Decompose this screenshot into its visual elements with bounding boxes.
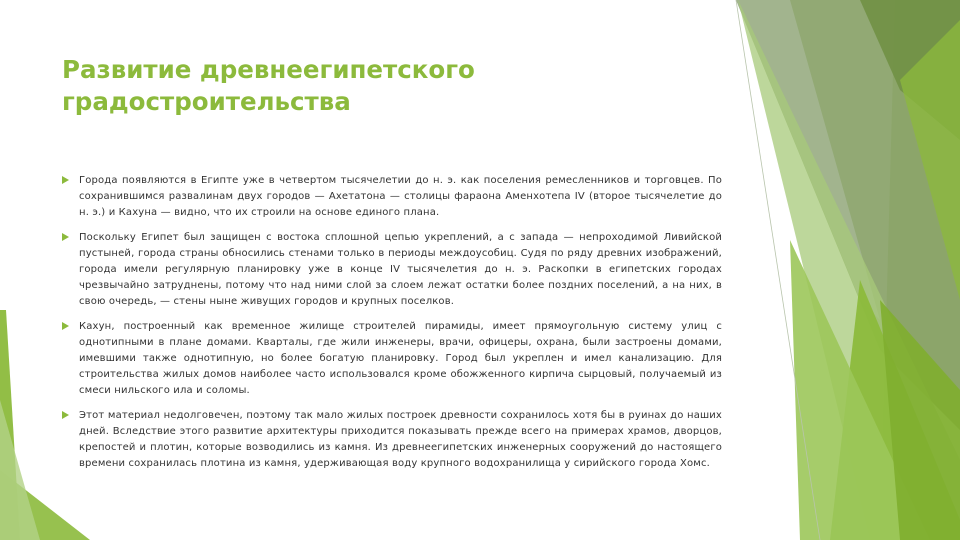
bullet-arrow-icon <box>62 411 69 419</box>
bullet-arrow-icon <box>62 176 69 184</box>
paragraph-text: Кахун, построенный как временное жилище строителей пирамиды, имеет прямоугольную систему улиц с однотипными в плане домами. Кварталы, где жили инженеры, врачи, офицеры, охрана, были застроены домами, имевшими также однотипную, но более богатую планировку. Город был укреплен и имел канализацию. Для строительства жилых домов наиболее часто использовался кроме обожженного кирпича сырцовый, получаемый из смеси нильского ила и соломы. <box>79 321 722 396</box>
content-list <box>62 173 722 482</box>
paragraph-text: Этот материал недолговечен, поэтому так мало жилых построек древности сохранилось хотя бы в руинах до наших дней. Вследствие этого развитие архитектуры приходится показывать прежде всего на примерах храмов, дворцов, крепостей и плотин, которые возводились из камня. Из древнеегипетских инженерных сооружений до настоящего времени сохранилась плотина из камня, удерживающая воду крупного водохранилища у сирийского города Хомс. <box>79 410 722 469</box>
paragraph-text: Города появляются в Египте уже в четвертом тысячелетии до н. э. как поселения ремесленников и торговцев. По сохранившимся развалинам двух городов — Ахетатона — столицы фараона Аменхотепа IV (второе тысячелетие до н. э.) и Кахуна — видно, что их строили на основе единого плана. <box>79 175 722 218</box>
bullet-arrow-icon <box>62 233 69 241</box>
slide-title: Развитие древнеегипетского градостроительства <box>62 55 475 116</box>
list-item <box>62 230 722 309</box>
facet-left-pale <box>0 400 40 540</box>
list-item <box>62 173 722 220</box>
list-item <box>62 319 722 398</box>
list-item <box>62 408 722 471</box>
paragraph-text: Поскольку Египет был защищен с востока сплошной цепью укреплений, а с запада — непроходимой Ливийской пустыней, города страны обносились стенами только в периоды междоусобиц. Судя по ряду древних изображений, города имели регулярную планировку уже в конце IV тысячелетия до н. э. Раскопки в египетских городах чрезвычайно затруднены, потому что над ними слой за слоем лежат остатки более поздних поселений, а на них, в свою очередь, — стены ныне живущих городов и крупных поселков. <box>79 232 722 307</box>
bullet-arrow-icon <box>62 322 69 330</box>
